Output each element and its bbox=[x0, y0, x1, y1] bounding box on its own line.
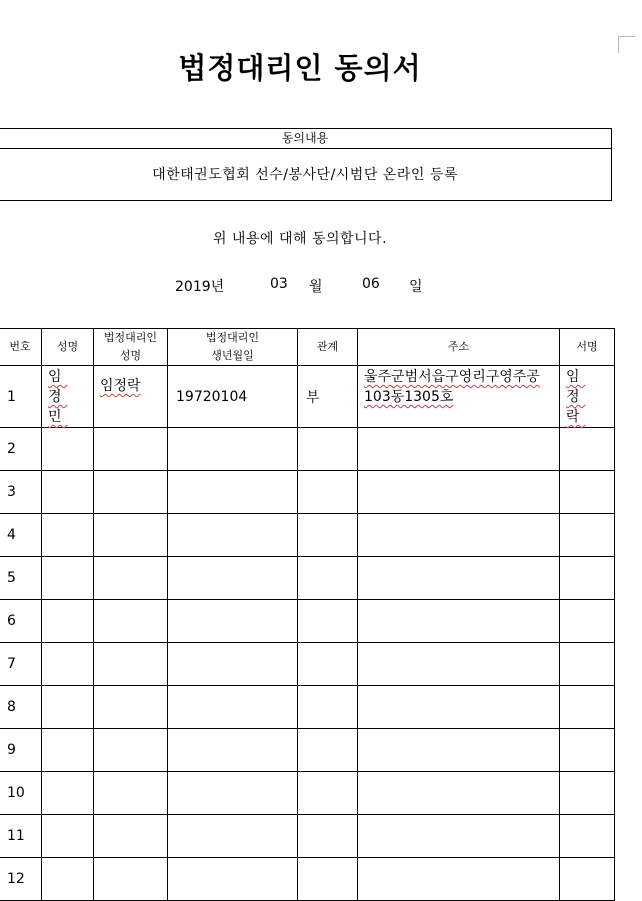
row-guardian-name[interactable] bbox=[94, 557, 168, 600]
table-row bbox=[0, 643, 615, 686]
table-row bbox=[0, 686, 615, 729]
row-no: 4 bbox=[0, 514, 42, 557]
consent-content: 대한태권도협회 선수/봉사단/시범단 온라인 등록 bbox=[152, 167, 458, 183]
row-guardian-name[interactable] bbox=[94, 600, 168, 643]
header-guardian-birth-line1: 법정대리인 bbox=[205, 331, 260, 344]
date-month: 03 bbox=[270, 276, 288, 292]
row-guardian-birth[interactable] bbox=[168, 686, 298, 729]
date-year: 2019년 bbox=[175, 279, 225, 295]
row-signature[interactable] bbox=[560, 858, 615, 901]
row-name[interactable] bbox=[42, 686, 94, 729]
row-address[interactable] bbox=[358, 366, 560, 428]
row-signature[interactable] bbox=[560, 686, 615, 729]
row-address[interactable] bbox=[358, 428, 560, 471]
table-header-row bbox=[0, 329, 615, 366]
row-signature[interactable] bbox=[560, 772, 615, 815]
document-title: 법정대리인 동의서 bbox=[178, 51, 422, 85]
row-no: 9 bbox=[0, 729, 42, 772]
row-name[interactable] bbox=[42, 600, 94, 643]
row-relation[interactable] bbox=[298, 772, 358, 815]
row-address[interactable] bbox=[358, 815, 560, 858]
table-row bbox=[0, 815, 615, 858]
row-relation[interactable]: 부 bbox=[298, 366, 358, 428]
row-no: 7 bbox=[0, 643, 42, 686]
row-signature-text: 임 정 락 bbox=[566, 369, 586, 425]
row-relation[interactable] bbox=[298, 643, 358, 686]
header-name: 성명 bbox=[42, 329, 94, 366]
table-row bbox=[0, 514, 615, 557]
row-guardian-birth[interactable] bbox=[168, 729, 298, 772]
row-address[interactable] bbox=[358, 471, 560, 514]
row-guardian-name[interactable] bbox=[94, 729, 168, 772]
row-guardian-birth[interactable] bbox=[168, 772, 298, 815]
table-row bbox=[0, 858, 615, 901]
row-name-text: 임 경 민 bbox=[48, 369, 68, 425]
header-no: 번호 bbox=[0, 329, 42, 366]
row-no: 11 bbox=[0, 815, 42, 858]
row-guardian-birth[interactable] bbox=[168, 858, 298, 901]
header-guardian-name-line2: 성명 bbox=[119, 349, 142, 362]
row-relation[interactable] bbox=[298, 815, 358, 858]
row-name[interactable] bbox=[42, 643, 94, 686]
table-row bbox=[0, 772, 615, 815]
row-guardian-birth[interactable] bbox=[168, 557, 298, 600]
row-name[interactable] bbox=[42, 858, 94, 901]
row-address[interactable] bbox=[358, 686, 560, 729]
row-guardian-birth[interactable] bbox=[168, 514, 298, 557]
table-row bbox=[0, 428, 615, 471]
header-guardian-name-line1: 법정대리인 bbox=[103, 331, 158, 344]
row-no: 6 bbox=[0, 600, 42, 643]
row-no: 10 bbox=[0, 772, 42, 815]
header-relation: 관계 bbox=[298, 329, 358, 366]
row-guardian-birth[interactable] bbox=[168, 815, 298, 858]
table-row bbox=[0, 471, 615, 514]
table-row bbox=[0, 729, 615, 772]
row-address[interactable] bbox=[358, 729, 560, 772]
roster-table bbox=[0, 328, 615, 901]
date-day: 06 bbox=[362, 276, 380, 292]
row-name[interactable] bbox=[42, 428, 94, 471]
row-signature[interactable] bbox=[560, 514, 615, 557]
row-address[interactable] bbox=[358, 557, 560, 600]
row-guardian-name[interactable] bbox=[94, 514, 168, 557]
row-guardian-name[interactable] bbox=[94, 643, 168, 686]
row-no: 2 bbox=[0, 428, 42, 471]
row-guardian-birth[interactable]: 19720104 bbox=[168, 366, 298, 428]
row-address[interactable] bbox=[358, 600, 560, 643]
table-row bbox=[0, 600, 615, 643]
row-guardian-name[interactable] bbox=[94, 366, 168, 428]
row-guardian-birth[interactable] bbox=[168, 600, 298, 643]
row-guardian-name[interactable] bbox=[94, 815, 168, 858]
row-guardian-name[interactable] bbox=[94, 858, 168, 901]
row-signature[interactable] bbox=[560, 557, 615, 600]
row-guardian-birth[interactable] bbox=[168, 471, 298, 514]
row-guardian-birth[interactable] bbox=[168, 643, 298, 686]
row-relation[interactable] bbox=[298, 428, 358, 471]
row-guardian-name[interactable] bbox=[94, 471, 168, 514]
row-name[interactable] bbox=[42, 514, 94, 557]
table-row bbox=[0, 557, 615, 600]
row-address[interactable] bbox=[358, 858, 560, 901]
header-address: 주소 bbox=[358, 329, 560, 366]
row-address[interactable] bbox=[358, 643, 560, 686]
date-month-unit: 월 bbox=[309, 279, 323, 295]
consent-box bbox=[0, 128, 612, 201]
row-signature[interactable] bbox=[560, 643, 615, 686]
table-row bbox=[0, 366, 615, 428]
row-name[interactable] bbox=[42, 772, 94, 815]
row-signature[interactable] bbox=[560, 428, 615, 471]
row-signature[interactable] bbox=[560, 471, 615, 514]
row-name[interactable] bbox=[42, 729, 94, 772]
row-address[interactable] bbox=[358, 514, 560, 557]
row-guardian-name[interactable] bbox=[94, 686, 168, 729]
row-name[interactable] bbox=[42, 471, 94, 514]
row-address[interactable] bbox=[358, 772, 560, 815]
row-no: 3 bbox=[0, 471, 42, 514]
row-name[interactable] bbox=[42, 557, 94, 600]
row-relation[interactable] bbox=[298, 557, 358, 600]
row-no: 12 bbox=[0, 858, 42, 901]
row-no: 1 bbox=[0, 366, 42, 428]
row-signature[interactable] bbox=[560, 815, 615, 858]
row-address-text: 울주군범서읍구영리구영주공103동1305호 bbox=[364, 369, 540, 405]
row-signature[interactable] bbox=[560, 600, 615, 643]
row-name[interactable] bbox=[42, 815, 94, 858]
header-guardian-birth-line2: 생년월일 bbox=[211, 349, 254, 362]
header-guardian-birth bbox=[168, 329, 298, 366]
row-guardian-name-text: 임정락 bbox=[100, 378, 141, 394]
date-day-unit: 일 bbox=[409, 279, 423, 295]
page-corner-marker bbox=[618, 36, 635, 53]
row-relation[interactable] bbox=[298, 600, 358, 643]
row-name[interactable] bbox=[42, 366, 94, 428]
row-relation[interactable] bbox=[298, 514, 358, 557]
row-relation[interactable] bbox=[298, 686, 358, 729]
header-signature: 서명 bbox=[560, 329, 615, 366]
row-no: 8 bbox=[0, 686, 42, 729]
row-guardian-name[interactable] bbox=[94, 428, 168, 471]
row-signature[interactable] bbox=[560, 366, 615, 428]
agree-statement: 위 내용에 대해 동의합니다. bbox=[212, 231, 388, 247]
row-guardian-birth[interactable] bbox=[168, 428, 298, 471]
row-relation[interactable] bbox=[298, 471, 358, 514]
consent-header: 동의내용 bbox=[0, 129, 611, 149]
header-guardian-name bbox=[94, 329, 168, 366]
row-no: 5 bbox=[0, 557, 42, 600]
row-guardian-name[interactable] bbox=[94, 772, 168, 815]
row-relation[interactable] bbox=[298, 729, 358, 772]
row-relation[interactable] bbox=[298, 858, 358, 901]
row-signature[interactable] bbox=[560, 729, 615, 772]
